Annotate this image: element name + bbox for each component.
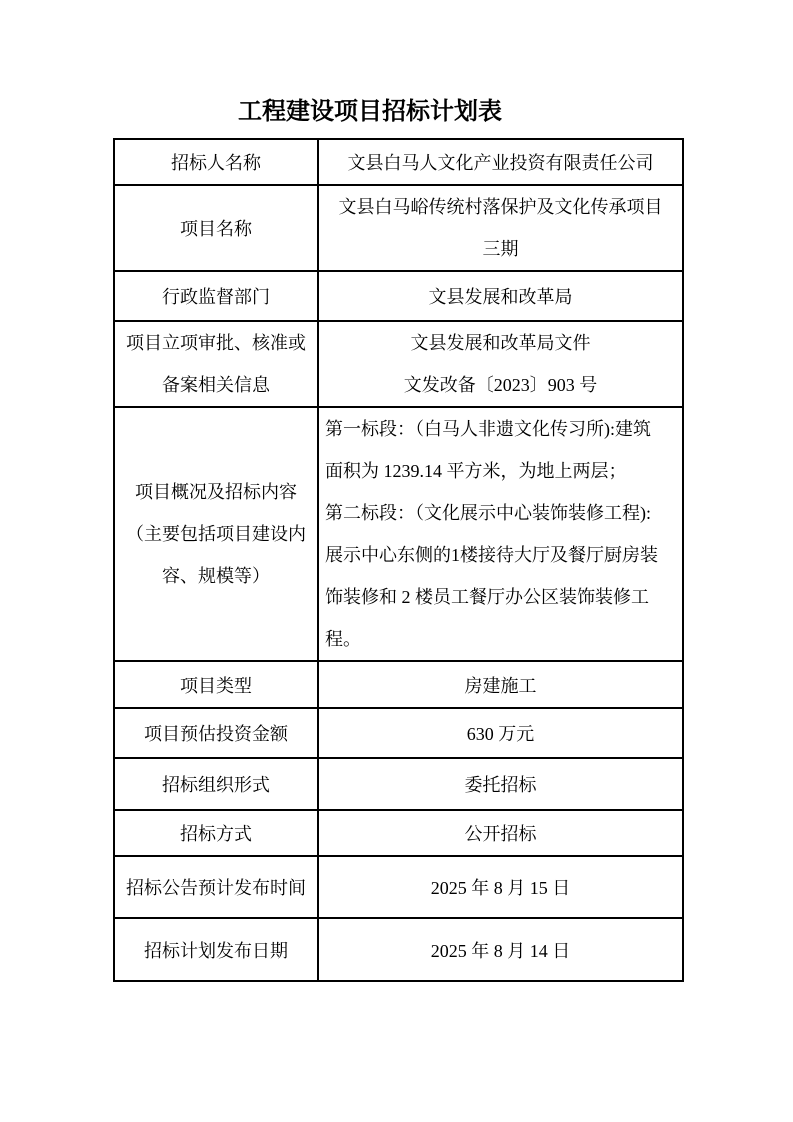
label-line: （主要包括项目建设内 — [126, 524, 306, 544]
row-value-project-name — [318, 185, 683, 271]
row-label-announcement-date: 招标公告预计发布时间 — [114, 856, 318, 918]
table-row-supervising-department — [114, 271, 683, 321]
row-label-project-overview — [114, 407, 318, 661]
row-value-plan-release-date: 2025 年 8 月 14 日 — [318, 918, 683, 981]
table-row-project-name — [114, 185, 683, 271]
label-line: 容、规模等） — [162, 566, 270, 586]
row-label-approval-info — [114, 321, 318, 407]
value-line: 面积为 1239.14 平方米，为地上两层； — [325, 461, 627, 481]
row-label-supervising-department: 行政监督部门 — [114, 271, 318, 321]
table-row-organization-form — [114, 758, 683, 810]
row-label-project-type: 项目类型 — [114, 661, 318, 708]
row-value-bidding-method: 公开招标 — [318, 810, 683, 856]
row-label-project-name: 项目名称 — [114, 185, 318, 271]
value-line: 三期 — [482, 239, 519, 259]
row-label-organization-form: 招标组织形式 — [114, 758, 318, 810]
row-label-tenderer-name: 招标人名称 — [114, 139, 318, 185]
row-label-estimated-investment: 项目预估投资金额 — [114, 708, 318, 758]
row-value-approval-info — [318, 321, 683, 407]
table-row-approval-info — [114, 321, 683, 407]
table-row-announcement-date — [114, 856, 683, 918]
label-line: 项目概况及招标内容 — [135, 482, 297, 502]
table-row-plan-release-date — [114, 918, 683, 981]
label-line: 项目立项审批、核准或 — [126, 333, 306, 353]
page-title: 工程建设项目招标计划表 — [238, 99, 502, 125]
table-row-tenderer-name — [114, 139, 683, 185]
row-value-tenderer-name: 文县白马人文化产业投资有限责任公司 — [318, 139, 683, 185]
row-value-organization-form: 委托招标 — [318, 758, 683, 810]
row-value-project-type: 房建施工 — [318, 661, 683, 708]
row-value-announcement-date: 2025 年 8 月 15 日 — [318, 856, 683, 918]
table-row-bidding-method — [114, 810, 683, 856]
row-value-project-overview — [318, 407, 683, 661]
row-label-plan-release-date: 招标计划发布日期 — [114, 918, 318, 981]
table-row-project-overview — [114, 407, 683, 661]
value-line: 文县白马峪传统村落保护及文化传承项目 — [338, 197, 663, 217]
value-line: 展示中心东侧的1楼接待大厅及餐厅厨房装 — [325, 545, 658, 565]
value-line: 第二标段：（文化展示中心装饰装修工程): — [325, 503, 651, 523]
bidding-plan-table — [113, 138, 684, 982]
value-line: 程。 — [325, 629, 361, 649]
value-line: 第一标段：（白马人非遗文化传习所):建筑 — [325, 419, 651, 439]
row-value-supervising-department: 文县发展和改革局 — [318, 271, 683, 321]
table-row-estimated-investment — [114, 708, 683, 758]
table-row-project-type — [114, 661, 683, 708]
label-line: 备案相关信息 — [162, 375, 270, 395]
value-line: 饰装修和 2 楼员工餐厅办公区装饰装修工 — [325, 587, 649, 607]
row-label-bidding-method: 招标方式 — [114, 810, 318, 856]
value-line: 文发改备〔2023〕903 号 — [403, 375, 598, 395]
row-value-estimated-investment: 630 万元 — [318, 708, 683, 758]
value-line: 文县发展和改革局文件 — [410, 333, 591, 353]
